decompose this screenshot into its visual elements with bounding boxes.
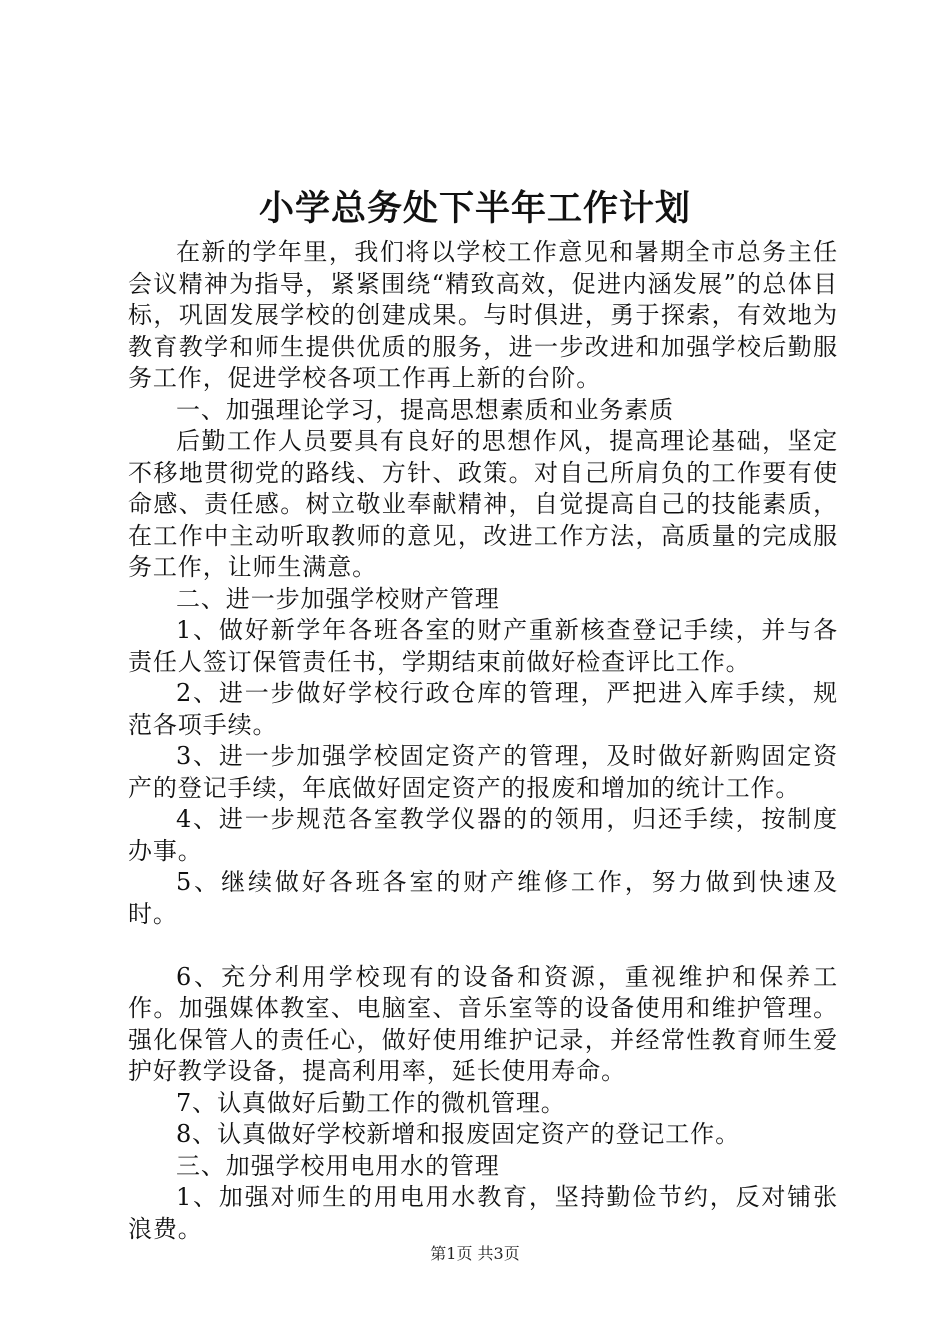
intro-paragraph: 在新的学年里，我们将以学校工作意见和暑期全市总务主任会议精神为指导，紧紧围绕“精致高效，促进内涵发展”的总体目标，巩固发展学校的创建成果。与时俱进，勇于探索，有效地为教育教学和师生提供优质的服务，进一步改进和加强学校后勤服务工作，促进学校各项工作再上新的台阶。 (128, 238, 838, 392)
section-2-item-7: 7、认真做好后勤工作的微机管理。 (176, 1088, 566, 1117)
section-2-item-1: 1、做好新学年各班各室的财产重新核查登记手续，并与各责任人签订保管责任书，学期结束前做好检查评比工作。 (128, 616, 838, 676)
document-title: 小学总务处下半年工作计划 (258, 188, 691, 229)
section-2-item-3: 3、进一步加强学校固定资产的管理，及时做好新购固定资产的登记手续，年底做好固定资产的报废和增加的统计工作。 (128, 742, 838, 802)
section-1-paragraph: 后勤工作人员要具有良好的思想作风，提高理论基础，坚定不移地贯彻党的路线、方针、政策。对自己所肩负的工作要有使命感、责任感。树立敬业奉献精神，自觉提高自己的技能素质，在工作中主动听取教师的意见，改进工作方法，高质量的完成服务工作，让师生满意。 (128, 427, 838, 581)
document-body (128, 237, 838, 1245)
section-2-item-8: 8、认真做好学校新增和报废固定资产的登记工作。 (176, 1120, 740, 1148)
page-number-footer: 第1页 共3页 (430, 1244, 520, 1263)
section-heading-3: 三、加强学校用电用水的管理 (176, 1151, 500, 1180)
section-heading-2: 二、进一步加强学校财产管理 (176, 584, 500, 613)
section-2-item-2: 2、进一步做好学校行政仓库的管理，严把进入库手续，规范各项手续。 (128, 679, 838, 739)
section-3-item-1: 1、加强对师生的用电用水教育，坚持勤俭节约，反对铺张浪费。 (128, 1183, 838, 1243)
section-2-item-4: 4、进一步规范各室教学仪器的的领用，归还手续，按制度办事。 (128, 805, 838, 865)
section-2-item-6: 6、充分利用学校现有的设备和资源，重视维护和保养工作。加强媒体教室、电脑室、音乐室等的设备使用和维护管理。强化保管人的责任心，做好使用维护记录，并经常性教育师生爱护好教学设备，提高利用率，延长使用寿命。 (128, 962, 838, 1085)
section-2-item-5: 5、继续做好各班各室的财产维修工作，努力做到快速及时。 (128, 868, 838, 928)
section-heading-1: 一、加强理论学习，提高思想素质和业务素质 (176, 395, 674, 424)
